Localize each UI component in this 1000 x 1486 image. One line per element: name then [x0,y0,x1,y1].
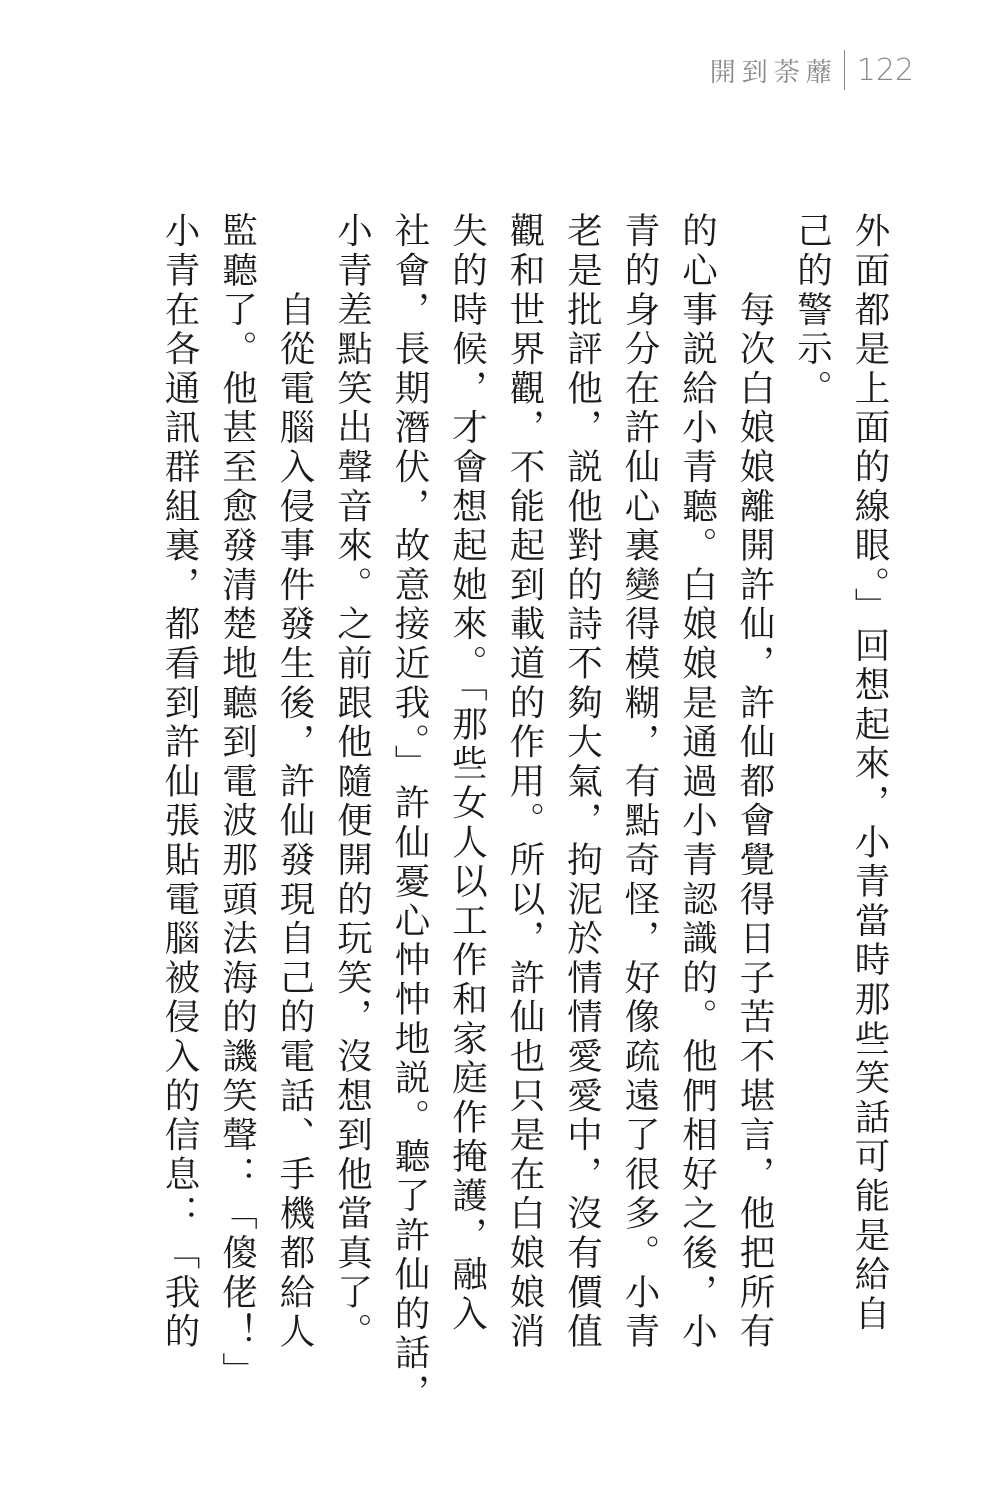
text-line: 小青差點笑出聲音來。之前跟他隨便開的玩笑，沒想到他當真了。 [331,212,373,1352]
text-line: 的心事説給小青聽。白娘娘是通過小青認識的。他們相好之後，小 [676,212,718,1352]
header-divider [844,50,845,90]
text-line: 每次白娘娘離開許仙，許仙都會覺得日子苦不堪言，他把所有 [734,212,775,1352]
text-line: 失的時候，才會想起她來。「那些女人以工作和家庭作掩護，融入 [446,212,488,1334]
body-text [151,212,899,1413]
text-line: 自從電腦入侵事件發生後，許仙發現自己的電話、手機都給人 [274,212,315,1352]
text-line: 監聽了。他甚至愈發清楚地聽到電波那頭法海的譏笑聲：「傻佬！」 [216,212,258,1391]
page-number: 122 [856,52,914,88]
text-line: 觀和世界觀，不能起到載道的作用。所以，許仙也只是在白娘娘消 [504,212,545,1352]
running-header [710,50,914,90]
book-title: 開到荼蘼 [709,57,838,88]
text-line: 青的身分在許仙心裏變得模糊，有點奇怪，好像疏遠了很多。小青 [619,212,660,1352]
text-line: 社會，長期潛伏，故意接近我。」許仙憂心忡忡地説。聽了許仙的話， [389,212,430,1413]
text-line: 小青在各通訊群組裏，都看到許仙張貼電腦被侵入的信息：「我的 [159,212,200,1352]
text-line: 外面都是上面的線眼。」回想起來，小青當時那些笑話可能是給自 [849,212,890,1334]
text-line: 老是批評他，説他對的詩不夠大氣，拘泥於情情愛愛中，沒有價值 [561,212,603,1352]
text-line: 己的警示。 [791,212,833,409]
